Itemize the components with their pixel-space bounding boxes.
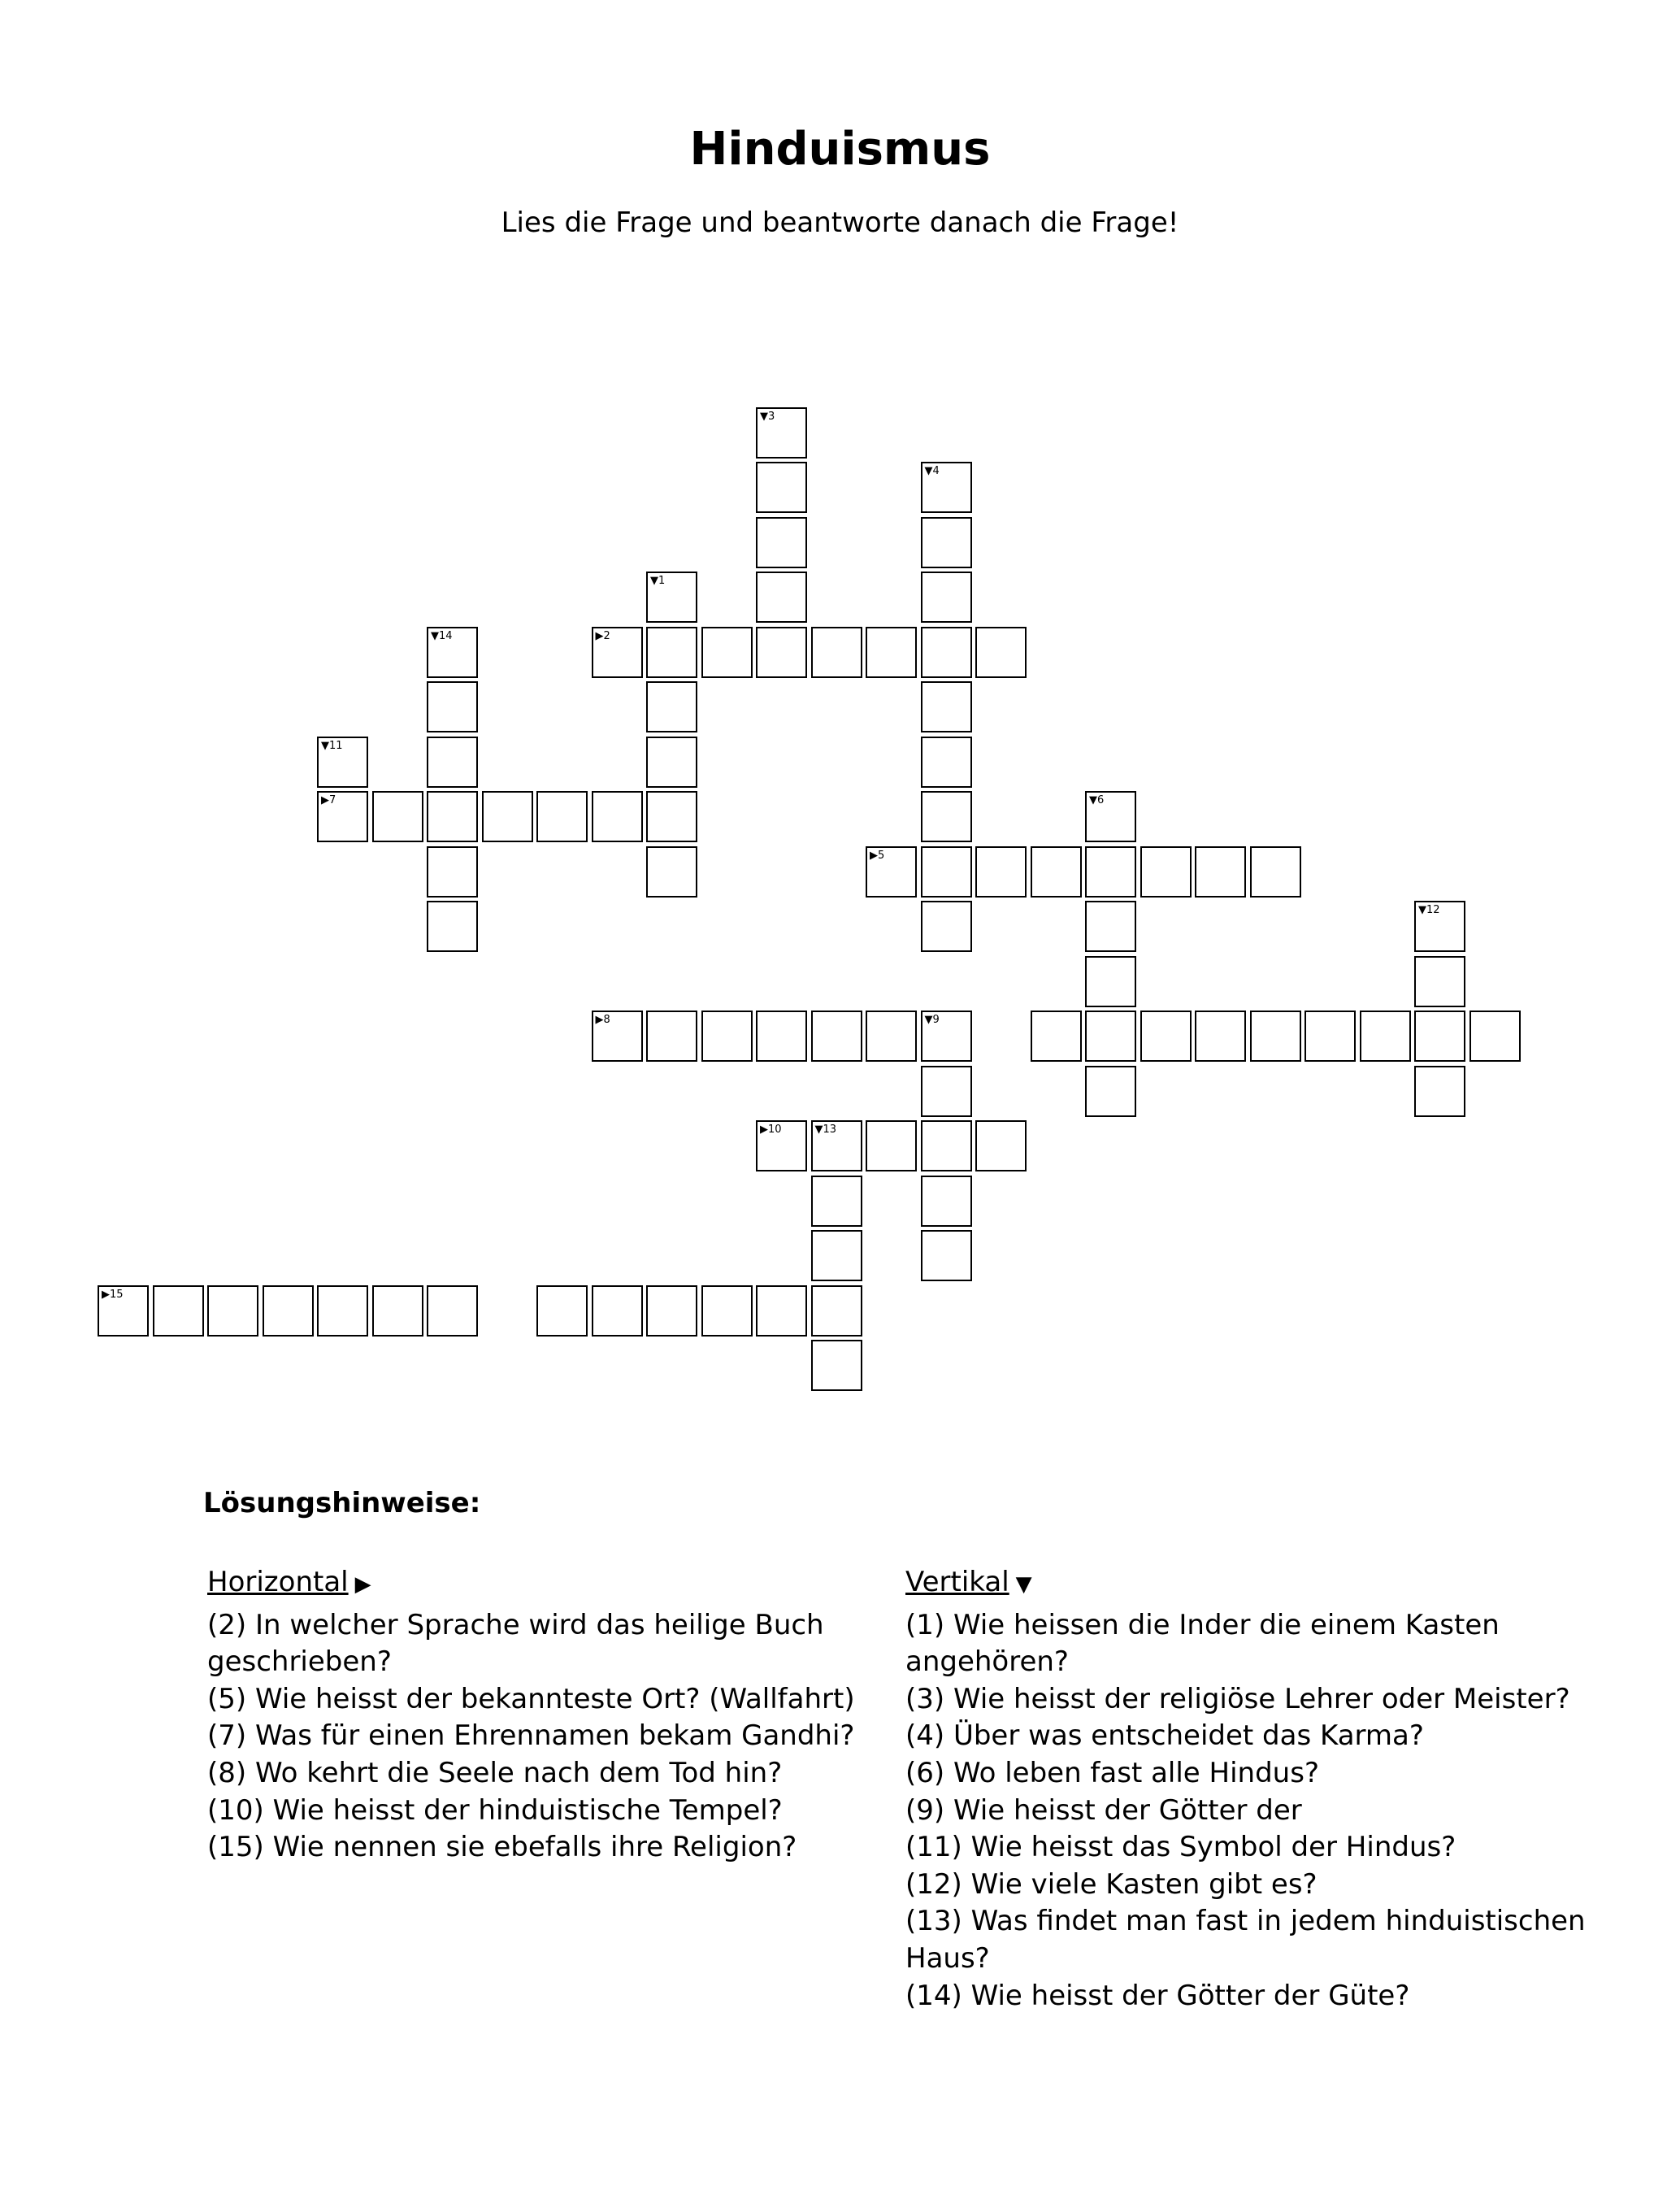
crossword-cell[interactable] <box>975 846 1027 898</box>
crossword-cell[interactable] <box>975 627 1027 678</box>
clue-number: ▶2 <box>595 629 610 642</box>
vertical-heading <box>905 1564 1596 1604</box>
crossword-cell[interactable] <box>372 791 423 842</box>
crossword-cell[interactable] <box>975 1120 1027 1171</box>
crossword-cell[interactable] <box>811 1230 862 1281</box>
crossword-cell[interactable] <box>921 737 972 788</box>
crossword-cell[interactable] <box>701 1011 753 1062</box>
crossword-cell[interactable] <box>811 1176 862 1227</box>
crossword-cell[interactable] <box>263 1285 314 1337</box>
crossword-cell[interactable] <box>427 737 478 788</box>
clue-number: ▶8 <box>595 1014 610 1026</box>
horizontal-heading-label: Horizontal <box>207 1566 349 1598</box>
right-arrow-icon: ▶ <box>354 1572 371 1597</box>
crossword-cell[interactable] <box>646 627 697 678</box>
clue-number: ▶15 <box>102 1288 124 1301</box>
crossword-clue-cell[interactable] <box>98 1285 149 1337</box>
crossword-cell[interactable] <box>1085 956 1136 1007</box>
worksheet-instruction: Lies die Frage und beantworte danach die Frage! <box>501 206 1179 239</box>
crossword-clue-cell[interactable] <box>756 1120 807 1171</box>
crossword-cell[interactable] <box>756 1011 807 1062</box>
crossword-cell[interactable] <box>536 1285 588 1337</box>
crossword-cell[interactable] <box>427 681 478 732</box>
clue-number: ▼9 <box>924 1014 940 1026</box>
horizontal-clue: (15) Wie nennen sie ebefalls ihre Religion? <box>207 1831 797 1864</box>
crossword-cell[interactable] <box>1250 1011 1301 1062</box>
crossword-clue-cell[interactable] <box>921 462 972 513</box>
crossword-cell[interactable] <box>207 1285 258 1337</box>
crossword-cell[interactable] <box>592 1285 643 1337</box>
crossword-cell[interactable] <box>536 791 588 842</box>
crossword-cell[interactable] <box>1140 846 1192 898</box>
hints-title: Lösungshinweise: <box>203 1487 481 1519</box>
vertical-clue: (9) Wie heisst der Götter der <box>905 1793 1302 1827</box>
crossword-cell[interactable] <box>756 1285 807 1337</box>
crossword-cell[interactable] <box>921 1230 972 1281</box>
crossword-clue-cell[interactable] <box>317 791 368 842</box>
crossword-cell[interactable] <box>756 462 807 513</box>
crossword-cell[interactable] <box>866 627 917 678</box>
crossword-cell[interactable] <box>921 1176 972 1227</box>
horizontal-clue: (2) In welcher Sprache wird das heilige Buch geschrieben? <box>207 1608 824 1679</box>
vertical-heading-label: Vertikal <box>905 1566 1009 1598</box>
clue-number: ▼1 <box>650 575 666 587</box>
crossword-cell[interactable] <box>1360 1011 1411 1062</box>
crossword-cell[interactable] <box>866 1011 917 1062</box>
crossword-cell[interactable] <box>921 572 972 623</box>
crossword-cell[interactable] <box>427 846 478 898</box>
crossword-cell[interactable] <box>1085 1066 1136 1117</box>
crossword-cell[interactable] <box>1195 846 1246 898</box>
crossword-clue-cell[interactable] <box>317 737 368 788</box>
clue-number: ▼4 <box>924 465 940 477</box>
vertical-clue: (13) Was findet man fast in jedem hinduistischen Haus? <box>905 1905 1586 1975</box>
crossword-cell[interactable] <box>427 901 478 952</box>
crossword-clue-cell[interactable] <box>427 627 478 678</box>
worksheet-title: Hinduismus <box>689 123 991 176</box>
crossword-clue-cell[interactable] <box>756 407 807 459</box>
crossword-clue-cell[interactable] <box>811 1120 862 1171</box>
clue-number: ▶7 <box>321 794 336 806</box>
crossword-cell[interactable] <box>811 1011 862 1062</box>
crossword-cell[interactable] <box>756 572 807 623</box>
crossword-cell[interactable] <box>701 627 753 678</box>
crossword-cell[interactable] <box>921 901 972 952</box>
crossword-cell[interactable] <box>646 791 697 842</box>
horizontal-clue: (10) Wie heisst der hinduistische Tempel? <box>207 1793 783 1827</box>
crossword-cell[interactable] <box>756 627 807 678</box>
clue-number: ▼13 <box>814 1124 837 1136</box>
crossword-clue-cell[interactable] <box>921 1011 972 1062</box>
crossword-cell[interactable] <box>646 1011 697 1062</box>
clue-number: ▼14 <box>431 629 453 642</box>
vertical-clue: (6) Wo leben fast alle Hindus? <box>905 1756 1319 1789</box>
crossword-cell[interactable] <box>153 1285 204 1337</box>
crossword-clue-cell[interactable] <box>592 627 643 678</box>
vertical-clues <box>905 1564 1596 2015</box>
vertical-clue: (11) Wie heisst das Symbol der Hindus? <box>905 1831 1456 1864</box>
crossword-clue-cell[interactable] <box>592 1011 643 1062</box>
crossword-cell[interactable] <box>1414 1011 1465 1062</box>
crossword-cell[interactable] <box>427 791 478 842</box>
crossword-cell[interactable] <box>1469 1011 1521 1062</box>
vertical-clue: (3) Wie heisst der religiöse Lehrer oder Meister? <box>905 1682 1570 1715</box>
crossword-cell[interactable] <box>1031 846 1082 898</box>
crossword-cell[interactable] <box>756 517 807 568</box>
crossword-cell[interactable] <box>921 627 972 678</box>
crossword-cell[interactable] <box>646 1285 697 1337</box>
clue-number: ▼12 <box>1418 904 1440 916</box>
crossword-cell[interactable] <box>1031 1011 1082 1062</box>
vertical-clue: (4) Über was entscheidet das Karma? <box>905 1719 1424 1753</box>
crossword-cell[interactable] <box>592 791 643 842</box>
crossword-cell[interactable] <box>921 791 972 842</box>
clue-number: ▼11 <box>321 739 343 752</box>
crossword-cell[interactable] <box>921 846 972 898</box>
horizontal-clues <box>207 1564 898 1867</box>
vertical-clue-list <box>905 1607 1596 2015</box>
crossword-cell[interactable] <box>921 1066 972 1117</box>
crossword-cell[interactable] <box>1414 956 1465 1007</box>
vertical-clue: (14) Wie heisst der Götter der Güte? <box>905 1979 1410 2012</box>
crossword-clue-cell[interactable] <box>1414 901 1465 952</box>
crossword-cell[interactable] <box>921 517 972 568</box>
crossword-clue-cell[interactable] <box>646 572 697 623</box>
crossword-cell[interactable] <box>646 846 697 898</box>
horizontal-clue-list <box>207 1607 898 1867</box>
crossword-cell[interactable] <box>811 1285 862 1337</box>
crossword-cell[interactable] <box>1085 846 1136 898</box>
crossword-cell[interactable] <box>482 791 533 842</box>
horizontal-clue: (5) Wie heisst der bekannteste Ort? (Wallfahrt) <box>207 1682 855 1715</box>
clue-number: ▼3 <box>760 410 775 423</box>
crossword-cell[interactable] <box>427 1285 478 1337</box>
crossword-cell[interactable] <box>1304 1011 1356 1062</box>
horizontal-clue: (8) Wo kehrt die Seele nach dem Tod hin? <box>207 1756 783 1789</box>
clue-number: ▶10 <box>760 1124 782 1136</box>
crossword-clue-cell[interactable] <box>866 846 917 898</box>
crossword-clue-cell[interactable] <box>1085 791 1136 842</box>
clue-number: ▼6 <box>1089 794 1105 806</box>
crossword-cell[interactable] <box>1140 1011 1192 1062</box>
crossword-cell[interactable] <box>1195 1011 1246 1062</box>
crossword-cell[interactable] <box>866 1120 917 1171</box>
clue-number: ▶5 <box>870 849 885 862</box>
vertical-clue: (1) Wie heissen die Inder die einem Kasten angehören? <box>905 1608 1500 1679</box>
crossword-cell[interactable] <box>811 627 862 678</box>
crossword-cell[interactable] <box>646 737 697 788</box>
crossword-cell[interactable] <box>646 681 697 732</box>
horizontal-clue: (7) Was für einen Ehrennamen bekam Gandhi? <box>207 1719 855 1753</box>
crossword-cell[interactable] <box>701 1285 753 1337</box>
crossword-cell[interactable] <box>1250 846 1301 898</box>
crossword-cell[interactable] <box>1085 901 1136 952</box>
crossword-cell[interactable] <box>921 681 972 732</box>
vertical-clue: (12) Wie viele Kasten gibt es? <box>905 1867 1318 1901</box>
crossword-cell[interactable] <box>317 1285 368 1337</box>
crossword-cell[interactable] <box>921 1120 972 1171</box>
down-arrow-icon: ▼ <box>1015 1572 1032 1597</box>
horizontal-heading <box>207 1564 898 1604</box>
crossword-cell[interactable] <box>811 1340 862 1391</box>
crossword-cell[interactable] <box>372 1285 423 1337</box>
crossword-cell[interactable] <box>1414 1066 1465 1117</box>
crossword-cell[interactable] <box>1085 1011 1136 1062</box>
